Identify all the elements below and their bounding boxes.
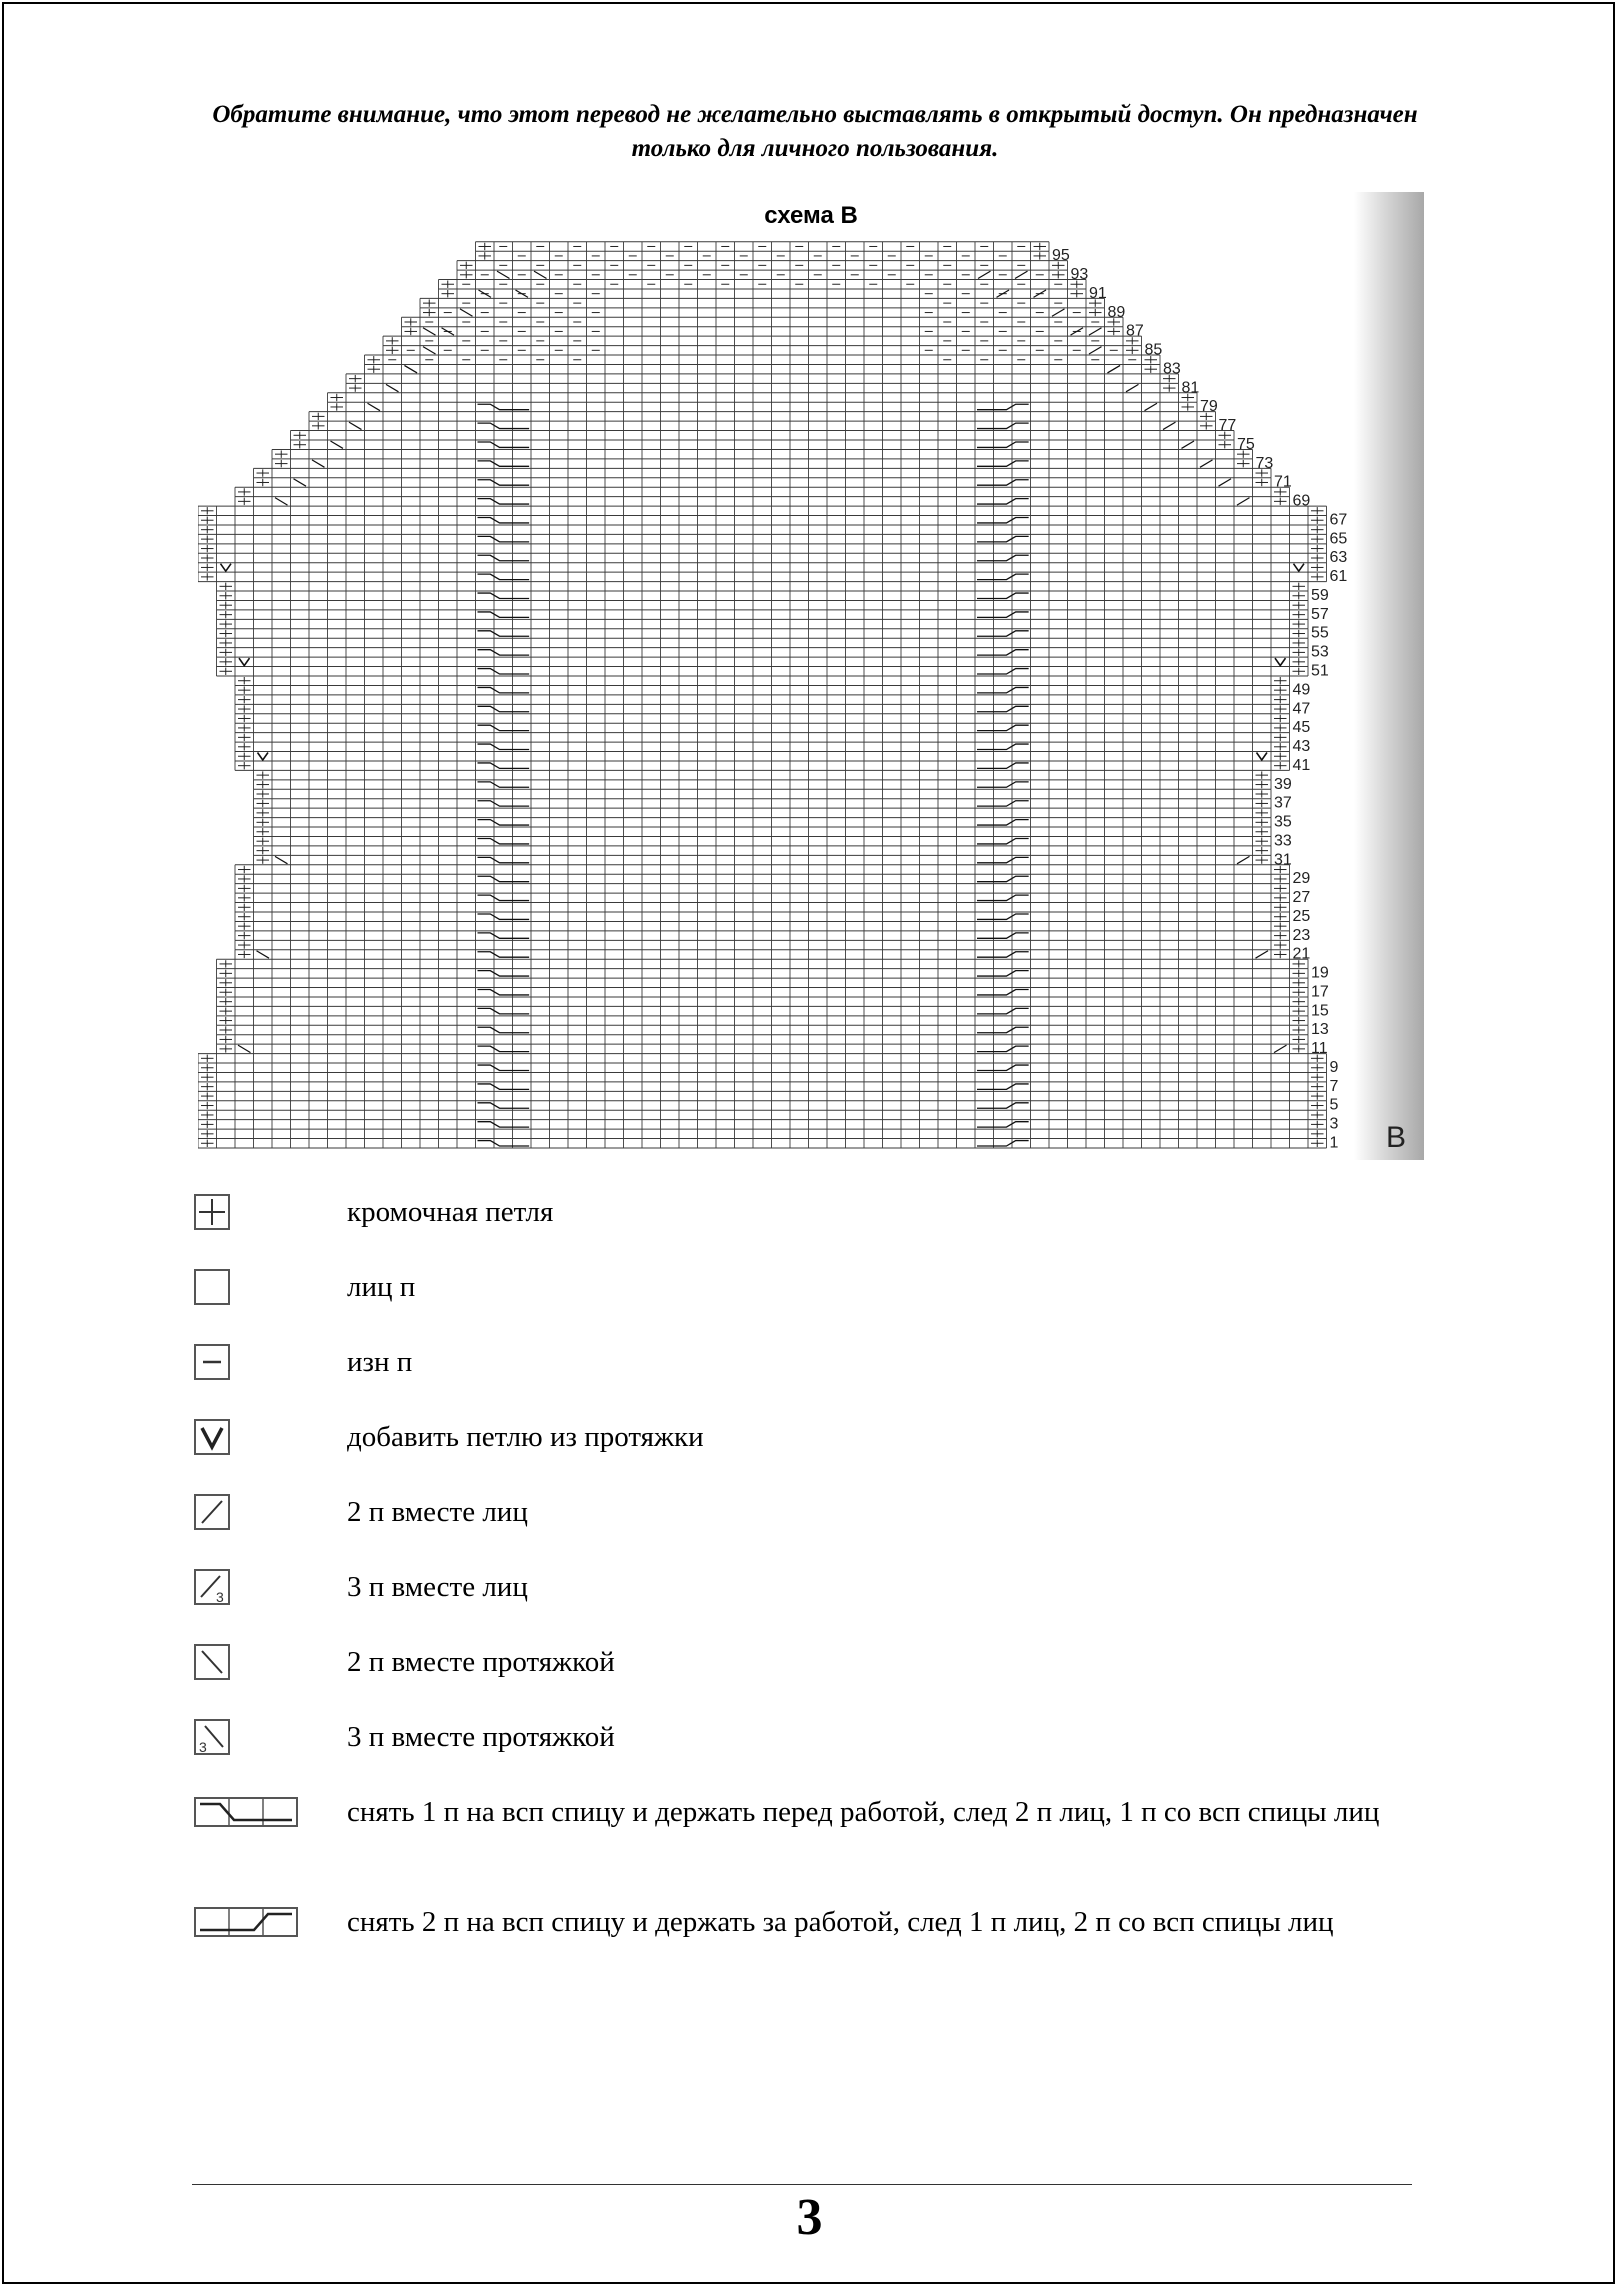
chart-scan	[198, 192, 1424, 1160]
copyright-notice: Обратите внимание, что этот перевод не желательно выставлять в открытый доступ. Он предназначен только для личного пользования.	[212, 101, 1418, 162]
knitting-chart	[198, 192, 1424, 1160]
